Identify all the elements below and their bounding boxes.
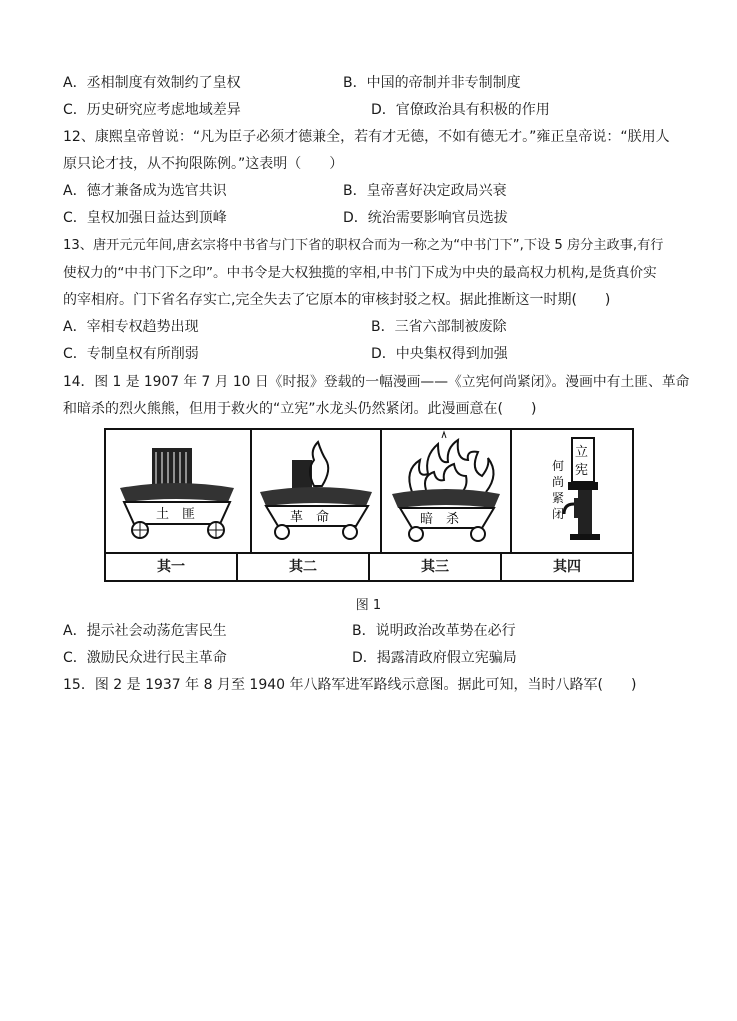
q12-option-b: B．皇帝喜好决定政局兴衰 [343,183,507,199]
cart-revolution-illustration [252,430,380,552]
q13-stem-line1: 13、唐开元元年间,唐玄宗将中书省与门下省的职权合而为一称之为“中书门下”,下设 5 房分主政事,有行 [63,238,664,253]
q11-option-b: B．中国的帝制并非专制制度 [343,75,521,91]
cart-assassination-illustration [382,430,510,552]
q13-option-d: D．中央集权得到加强 [371,346,508,362]
side-text-shang: 尚 [552,475,565,489]
cart-3-text: 暗 杀 [420,512,460,527]
q14-stem-line2: 和暗杀的烈火熊熊，但用于救火的“立宪”水龙头仍然紧闭。此漫画意在( ) [63,401,537,417]
side-text-jin: 紧 [552,491,565,505]
q14-stem-line1: 14．图 1 是 1907 年 7 月 10 日《时报》登载的一幅漫画——《立宪何尚紧闭》。漫画中有土匪、革命 [63,374,690,390]
cart-2-text: 革 命 [290,510,330,525]
panel-2-label: 其二 [238,554,370,580]
faucet-illustration [512,430,640,552]
cart-bandit-illustration [106,430,250,552]
comic-panel-3 [382,430,512,552]
q11-option-c: C．历史研究应考虑地域差异 [63,102,241,118]
tap-char-2: 宪 [575,463,589,478]
panel-4-label: 其四 [553,559,581,575]
q11-option-d: D．官僚政治具有积极的作用 [371,102,550,118]
q13-option-c: C．专制皇权有所削弱 [63,346,199,362]
comic-panel-1 [106,430,252,552]
panel-1-label: 其一 [106,554,238,580]
q14-option-b: B．说明政治改革势在必行 [352,623,516,639]
q14-option-c: C．激励民众进行民主革命 [63,650,227,666]
figure-1-comic [104,428,634,582]
side-text-bi: 闭 [552,507,565,521]
tap-char-1: 立 [575,445,589,460]
q13-option-b: B．三省六部制被废除 [371,319,507,335]
comic-panel-2 [252,430,382,552]
q12-option-d: D．统治需要影响官员选拔 [343,210,508,226]
q11-option-a: A．丞相制度有效制约了皇权 [63,75,241,91]
q13-option-a: A．宰相专权趋势出现 [63,319,199,335]
q14-option-d: D．揭露清政府假立宪骗局 [352,650,517,666]
q12-stem-line1: 12、康熙皇帝曾说：“凡为臣子必须才德兼全，若有才无德，不如有德无才。”雍正皇帝说：“朕用人 [63,129,670,145]
q15-stem-line1: 15．图 2 是 1937 年 8 月至 1940 年八路军进军路线示意图。据此可知，当时八路军( ) [63,677,637,693]
panel-3-label: 其三 [370,554,502,580]
q14-option-a: A．提示社会动荡危害民生 [63,623,227,639]
side-text-he: 何 [552,459,565,473]
q13-stem-line3: 的宰相府。门下省名存实亡,完全失去了它原本的审核封驳之权。据此推断这一时期( ) [63,292,611,308]
cart-1-text: 土 匪 [156,507,196,522]
comic-panel-4 [512,430,640,552]
figure-1-caption: 图 1 [355,598,382,613]
q12-option-c: C．皇权加强日益达到顶峰 [63,210,227,226]
q12-option-a: A．德才兼备成为选官共识 [63,183,227,199]
q13-stem-line2: 使权力的“中书门下之印”。中书令是大权独揽的宰相,中书门下成为中央的最高权力机构,是货真价实 [63,265,657,281]
q12-stem-line2: 原只论才技，从不拘限陈例。”这表明（ ） [63,156,344,172]
